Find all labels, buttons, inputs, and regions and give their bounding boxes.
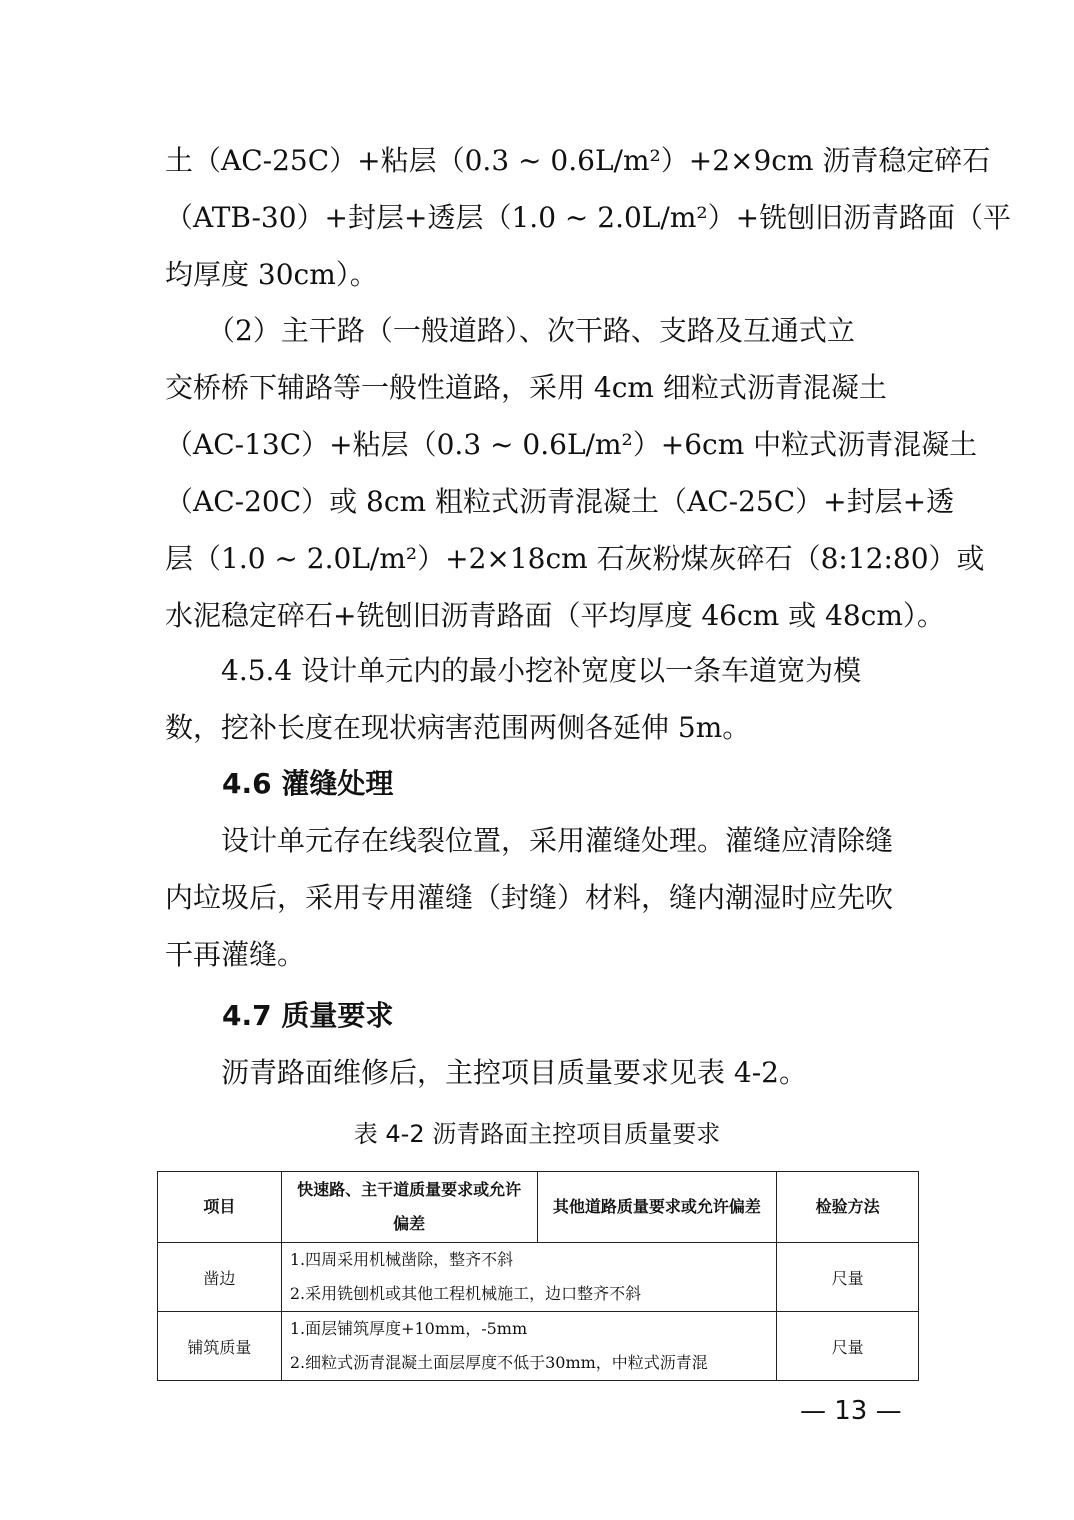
text-line: 沥青路面维修后，主控项目质量要求见表 4-2。 (165, 1056, 807, 1089)
requirement-line: 2.采用铣刨机或其他工程机械施工，边口整齐不斜 (289, 1284, 642, 1303)
requirement-line: 1.四周采用机械凿除，整齐不斜 (289, 1250, 514, 1269)
text-line: 土（AC-25C）+粘层（0.3 ~ 0.6L/m²）+2×9cm 沥青稳定碎石 (165, 144, 991, 177)
text-line: （AC-20C）或 8cm 粗粒式沥青混凝土（AC-25C）+封层+透 (165, 485, 955, 518)
text-line: 交桥桥下辅路等一般性道路，采用 4cm 细粒式沥青混凝土 (165, 371, 887, 404)
text-line: 干再灌缝。 (165, 938, 306, 971)
requirement-line: 2.细粒式沥青混凝土面层厚度不低于30mm，中粒式沥青混 (289, 1353, 708, 1372)
header-item: 项目 (158, 1172, 282, 1243)
quality-requirements-table (157, 1171, 919, 1381)
text-line: 设计单元存在线裂位置，采用灌缝处理。灌缝应清除缝 (165, 824, 894, 857)
header-inspection-method: 检验方法 (777, 1172, 919, 1243)
paragraph-crack-sealing (165, 812, 915, 983)
table-row (158, 1243, 919, 1312)
text-line: （AC-13C）+粘层（0.3 ~ 0.6L/m²）+6cm 中粒式沥青混凝土 (165, 428, 978, 461)
text-line: 均厚度 30cm）。 (165, 258, 378, 291)
row-method: 尺量 (777, 1312, 919, 1381)
paragraph-4-5-4 (165, 642, 915, 756)
table-row (158, 1312, 919, 1381)
text-line: 层（1.0 ~ 2.0L/m²）+2×18cm 石灰粉煤灰碎石（8:12:80）或 (165, 542, 985, 575)
text-line: （2）主干路（一般道路）、次干路、支路及互通式立 (165, 314, 855, 347)
row-requirements (281, 1243, 776, 1312)
header-other-road-requirement: 其他道路质量要求或允许偏差 (537, 1172, 777, 1243)
page-number: — 13 — (800, 1396, 902, 1426)
table-header-row (158, 1172, 919, 1243)
table-caption: 表 4-2 沥青路面主控项目质量要求 (353, 1120, 721, 1148)
row-requirements (281, 1312, 776, 1381)
section-heading-4-6: 4.6 灌缝处理 (222, 767, 394, 800)
text-line: 内垃圾后，采用专用灌缝（封缝）材料，缝内潮湿时应先吹 (165, 881, 894, 914)
row-item: 铺筑质量 (158, 1312, 282, 1381)
paragraph-main-roads (165, 302, 985, 644)
row-item: 凿边 (158, 1243, 282, 1312)
paragraph-pavement-structure-1 (165, 132, 1012, 303)
header-expressway-requirement: 快速路、主干道质量要求或允许偏差 (281, 1172, 537, 1243)
text-line: （ATB-30）+封层+透层（1.0 ~ 2.0L/m²）+铣刨旧沥青路面（平 (165, 201, 1012, 234)
requirement-line: 1.面层铺筑厚度+10mm，-5mm (289, 1319, 528, 1338)
section-heading-4-7: 4.7 质量要求 (222, 999, 394, 1032)
text-line: 4.5.4 设计单元内的最小挖补宽度以一条车道宽为模 (165, 654, 862, 687)
text-line: 数，挖补长度在现状病害范围两侧各延伸 5m。 (165, 711, 751, 744)
text-line: 水泥稳定碎石+铣刨旧沥青路面（平均厚度 46cm 或 48cm）。 (165, 599, 945, 632)
row-method: 尺量 (777, 1243, 919, 1312)
paragraph-quality-intro (165, 1044, 915, 1101)
